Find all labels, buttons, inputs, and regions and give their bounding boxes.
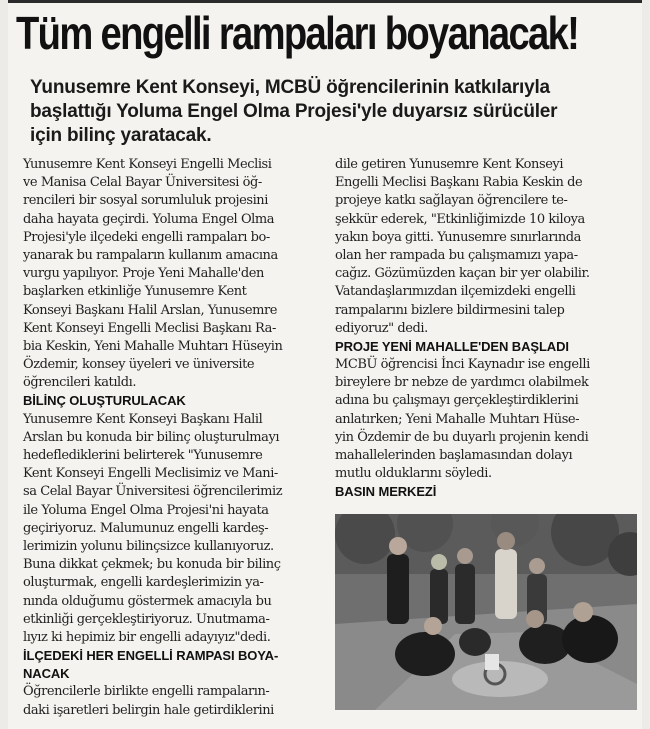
body-text-line: nında olduğumu göstermek amacıyla bu xyxy=(23,593,272,609)
body-text-line: yanarak bu rampaların kullanım amacına xyxy=(23,247,278,263)
deck-line: başlattığı Yoluma Engel Olma Projesi'yle duyarsız sürücüler xyxy=(30,101,558,122)
body-text-line: hedeflediklerini belirterek "Yunusemre xyxy=(23,448,263,463)
body-text-line: oluşturmak, engelli kardeşlerimizin ya- xyxy=(23,575,264,591)
body-text-line: geçiriyoruz. Malumunuz engelli kardeş- xyxy=(23,520,269,536)
body-text-line: Vatandaşlarımızdan ilçemizdeki engelli xyxy=(335,284,576,300)
headline: Tüm engelli rampaları boyanacak! xyxy=(16,7,579,59)
body-text-line: ile Yoluma Engel Olma Projesi'ni hayata xyxy=(23,502,269,518)
body-text-line: bia Keskin, Yeni Mahalle Muhtarı Hüseyin xyxy=(23,338,283,354)
body-text-line: lerimizin yolunu bilinçsizce kullanıyoruz. xyxy=(23,538,274,554)
body-text-line: öğrencileri katıldı. xyxy=(23,375,137,391)
body-text-line: ve Manisa Celal Bayar Üniversitesi öğ- xyxy=(23,175,262,191)
body-text-line: yakın boya gitti. Yunusemre sınırlarında xyxy=(335,229,581,245)
body-text-line: Arslan bu konuda bir bilinç oluşturulmayı xyxy=(23,429,280,445)
body-text-line: olan her rampada bu çalışmamızı yapa- xyxy=(335,247,578,263)
body-text-line: rampalarını bizlere bildirmesini talep xyxy=(335,302,565,318)
body-text-line: Projesi'yle ilçedeki engelli rampaları bo- xyxy=(23,229,270,245)
body-text-line: rencileri bir sosyal sorumluluk projesini xyxy=(23,193,268,209)
body-text-line: mahallelerinden başlamasından dolayı xyxy=(335,448,573,463)
body-text-line: daki işaretleri belirgin hale getirdiklerini xyxy=(23,702,274,718)
subheading-line: PROJE YENİ MAHALLE'DEN BAŞLADI xyxy=(335,338,569,354)
subheading-line: NACAK xyxy=(23,666,70,682)
event-photo xyxy=(335,514,637,710)
subheading-line: BİLİNÇ OLUŞTURULACAK xyxy=(23,393,186,409)
body-text-line: Kent Konseyi Engelli Meclisimiz ve Mani- xyxy=(23,466,278,482)
deck-line: için bilinç yaratacak. xyxy=(30,125,212,146)
body-text-line: etkinliği gerçekleştiriyoruz. Unutmama- xyxy=(23,611,270,627)
deck xyxy=(30,76,642,148)
newspaper-clipping xyxy=(8,0,642,729)
article-column-2 xyxy=(335,156,635,502)
body-text-line: şekkür ederek, "Etkinliğimizde 10 kiloya xyxy=(335,211,585,227)
body-text-line: Yunusemre Kent Konseyi Engelli Meclisi xyxy=(23,157,272,172)
body-text-line: anlatırken; Yeni Mahalle Muhtarı Hüse- xyxy=(335,411,580,427)
body-text-line: Engelli Meclisi Başkanı Rabia Keskin de xyxy=(335,175,583,191)
body-text-line: Buna dikkat çekmek; bu konuda bir bilinç xyxy=(23,557,281,573)
body-text-line: ediyoruz" dedi. xyxy=(335,320,428,336)
article-column-1 xyxy=(23,156,323,720)
body-text-line: sa Celal Bayar Üniversitesi öğrencilerimiz xyxy=(23,484,283,500)
body-text-line: başlarken etkinliğe Yunusemre Kent xyxy=(23,284,247,300)
body-text-line: Özdemir, konsey üyeleri ve üniversite xyxy=(23,357,255,373)
body-text-line: Öğrencilerle birlikte engelli rampaların- xyxy=(23,684,270,700)
body-text-line: daha hayata geçirdi. Yoluma Engel Olma xyxy=(23,211,275,227)
body-text-line: projeye katkı sağlayan öğrencilere te- xyxy=(335,193,568,209)
body-text-line: Kent Konseyi Engelli Meclisi Başkanı Ra- xyxy=(23,320,276,336)
body-text-line: adına bu çalışmayı gerçekleştirdiklerini xyxy=(335,393,579,409)
body-text-line: dile getiren Yunusemre Kent Konseyi xyxy=(335,157,564,172)
subheading-line: BASIN MERKEZİ xyxy=(335,484,437,500)
body-text-line: MCBÜ öğrencisi İnci Kaynadır ise engelli xyxy=(335,357,590,373)
photo-illustration xyxy=(335,514,637,710)
body-text-line: cağız. Gözümüzden kaçan bir yer olabilir. xyxy=(335,266,590,282)
body-text-line: Yunusemre Kent Konseyi Başkanı Halil xyxy=(23,411,263,427)
body-text-line: yin Özdemir de bu duyarlı projenin kendi xyxy=(335,429,589,445)
body-text-line: Konseyi Başkanı Halil Arslan, Yunusemre xyxy=(23,302,277,318)
subheading-line: İLÇEDEKİ HER ENGELLİ RAMPASI BOYA- xyxy=(23,648,279,664)
body-text-line: mutlu olduklarını söyledi. xyxy=(335,466,492,482)
deck-line: Yunusemre Kent Konseyi, MCBÜ öğrencilerinin katkılarıyla xyxy=(30,77,550,98)
body-text-line: vurgu yapılıyor. Proje Yeni Mahalle'den xyxy=(23,266,264,282)
body-text-line: bireylere br nebze de yardımcı olabilmek xyxy=(335,375,589,391)
body-text-line: lıyız ki hepimiz bir engelli adayıyız"dedi. xyxy=(23,629,271,645)
